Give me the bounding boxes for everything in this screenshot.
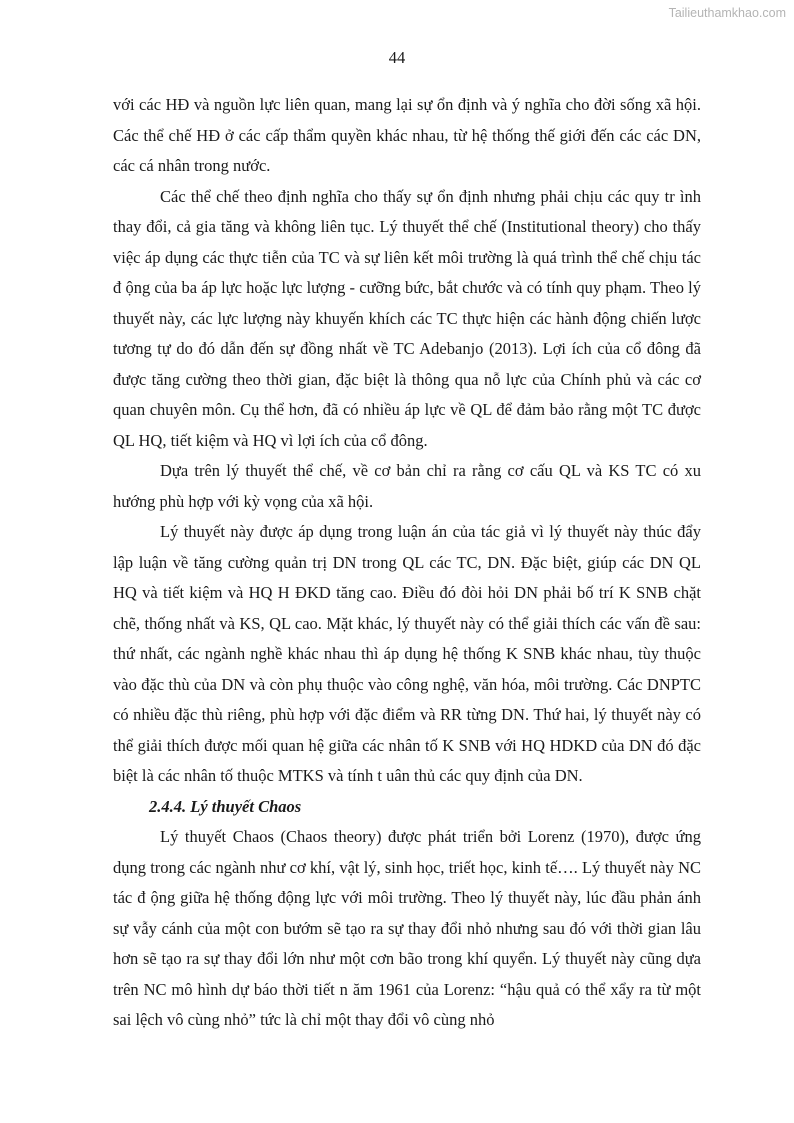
section-heading: 2.4.4. Lý thuyết Chaos bbox=[149, 796, 302, 816]
paragraph-5: Lý thuyết Chaos (Chaos theory) được phát triển bởi Lorenz (1970), được ứng dụng trong các ngành như cơ khí, vật lý, sinh học, triết học, kinh tế…. Lý thuyết này NC tác đ ộng giữa hệ thống động lực với môi trường. Theo lý thuyết này, lúc đầu phản ánh sự vẫy cánh của một con bướm sẽ tạo ra sự thay đổi nhỏ nhưng sau đó với thời gian lâu hơn sẽ tạo ra sự thay đổi lớn như một cơn bão trong khí quyển. Lý thuyết này cũng dựa trên NC mô hình dự báo thời tiết n ăm 1961 của Lorenz: “hậu quả có thể xẩy ra từ một sai lệch vô cùng nhỏ” tức là chỉ một thay đổi vô cùng nhỏ bbox=[113, 827, 701, 1029]
paragraph-2: Các thể chế theo định nghĩa cho thấy sự ổn định nhưng phải chịu các quy tr ình thay đổi, cả gia tăng và không liên tục. Lý thuyết thể chế (Institutional theory) cho thấy việc áp dụng các thực tiễn của TC và sự liên kết môi trường là quá trình thể chế chịu tác đ ộng của ba áp lực hoặc lực lượng - cưỡng bức, bắt chước và có tính quy phạm. Theo lý thuyết này, các lực lượng này khuyến khích các TC thực hiện các hành động chiến lược tương tự do đó dẫn đến sự đồng nhất về TC Adebanjo (2013). Lợi ích của cổ đông đã được tăng cường theo thời gian, đặc biệt là thông qua nỗ lực của Chính phủ và các cơ quan chuyên môn. Cụ thể hơn, đã có nhiều áp lực về QL để đảm bảo rằng một TC được QL HQ, tiết kiệm và HQ vì lợi ích của cổ đông. bbox=[113, 186, 701, 450]
paragraph-1: với các HĐ và nguồn lực liên quan, mang lại sự ổn định và ý nghĩa cho đời sống xã hội. Các thể chế HĐ ở các cấp thẩm quyền khác nhau, từ hệ thống thế giới đến các các DN, các cá nhân trong nước. bbox=[113, 95, 701, 175]
watermark: Tailieuthamkhao.com bbox=[668, 6, 786, 20]
paragraph-4: Lý thuyết này được áp dụng trong luận án của tác giả vì lý thuyết này thúc đẩy lập luận về tăng cường quản trị DN trong QL các TC, DN. Đặc biệt, giúp các DN QL HQ và tiết kiệm và HQ H ĐKD tăng cao. Điều đó đòi hỏi DN phải bố trí K SNB chặt chẽ, thống nhất và KS, QL cao. Mặt khác, lý thuyết này có thể giải thích các vấn đề sau: thứ nhất, các ngành nghề khác nhau thì áp dụng hệ thống K SNB khác nhau, tùy thuộc vào đặc thù của DN và còn phụ thuộc vào công nghệ, văn hóa, môi trường. Các DNPTC có nhiều đặc thù riêng, phù hợp với đặc điểm và RR từng DN. Thứ hai, lý thuyết này có thể giải thích được mối quan hệ giữa các nhân tố K SNB với HQ HDKD của DN đó đặc biệt là các nhân tố thuộc MTKS và tính t uân thủ các quy định của DN. bbox=[113, 522, 701, 785]
paragraph-3: Dựa trên lý thuyết thể chế, về cơ bản chỉ ra rằng cơ cấu QL và KS TC có xu hướng phù hợp với kỳ vọng của xã hội. bbox=[113, 461, 701, 511]
document-body bbox=[113, 90, 701, 1036]
page-number: 44 bbox=[388, 48, 406, 67]
